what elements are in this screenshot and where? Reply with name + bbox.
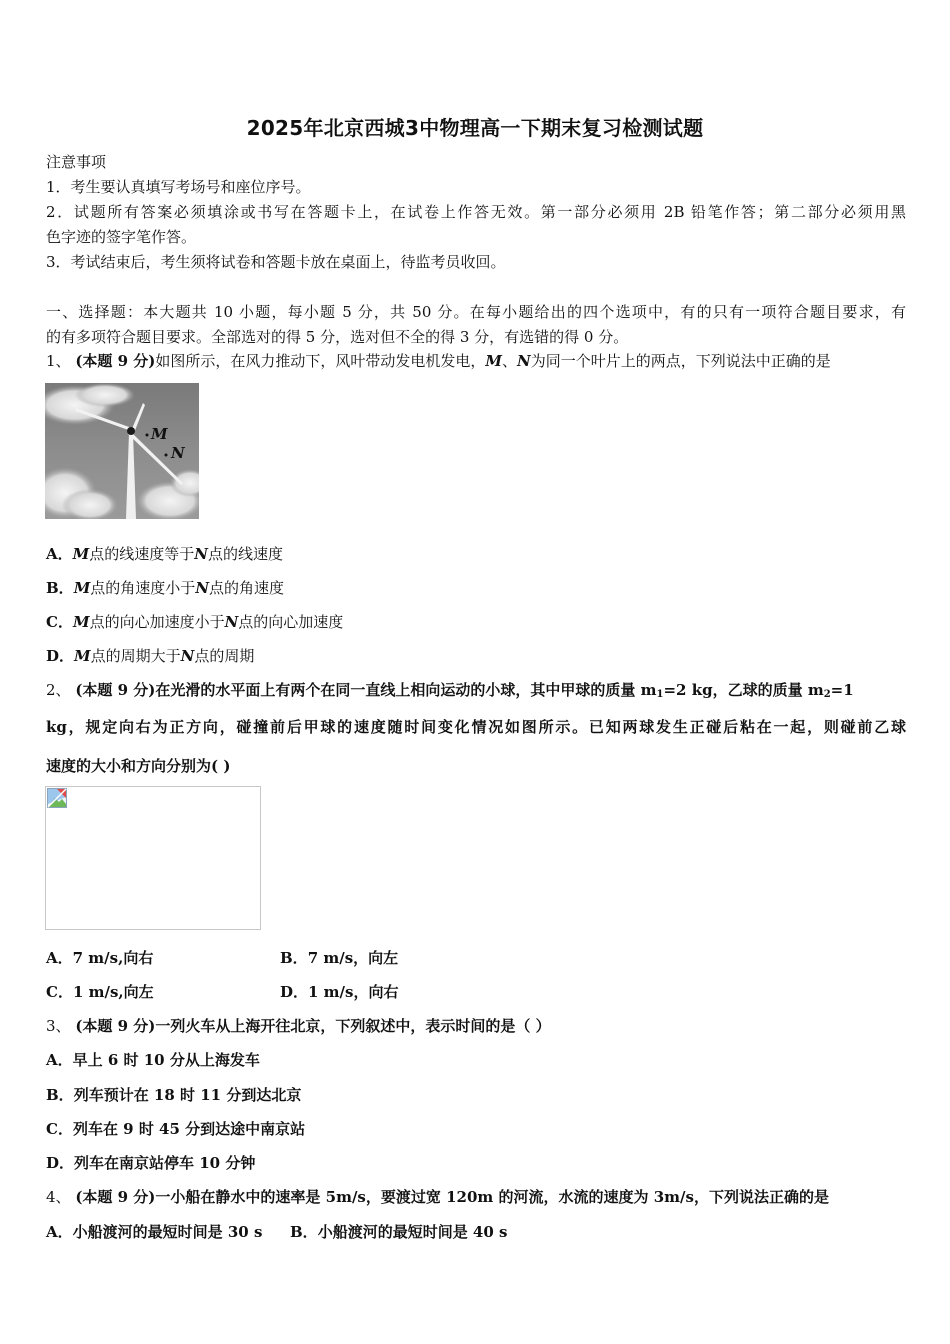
question-2-score: (本题 9 分) — [75, 681, 156, 699]
point-n: N — [180, 647, 195, 665]
question-4-option-b[interactable] — [290, 1222, 507, 1242]
question-1-sep: 、 — [502, 352, 518, 370]
page-title: 2025年北京西城3中物理高一下期末复习检测试题 — [246, 116, 704, 140]
question-2-stem-line-1 — [46, 680, 906, 705]
question-2-number: 2、 — [46, 681, 71, 699]
section-1-intro-line-2: 的有多项符合题目要求。全部选对的得 5 分，选对但不全的得 3 分，有选错的得 0 分。 — [46, 328, 629, 346]
question-2-option-b[interactable] — [280, 948, 398, 968]
figure-label-n: N — [171, 444, 185, 462]
point-m: M — [74, 647, 91, 665]
question-1-option-d[interactable] — [46, 646, 254, 666]
option-text: 1 m/s，向右 — [308, 983, 399, 1001]
point-n: N — [195, 579, 210, 597]
question-1-option-c[interactable] — [46, 612, 343, 632]
option-text: 点的周期大于 — [90, 647, 181, 665]
question-1-score: (本题 9 分) — [75, 352, 156, 370]
question-3-option-c[interactable] — [46, 1119, 305, 1139]
option-text: 1 m/s,向左 — [72, 983, 154, 1001]
option-text: 7 m/s,向右 — [72, 949, 154, 967]
notice-item-3: 3．考试结束后，考生须将试卷和答题卡放在桌面上，待监考员收回。 — [46, 253, 506, 271]
question-3-text: 一列火车从上海开往北京，下列叙述中，表示时间的是（ ） — [155, 1017, 551, 1035]
notice-item-2: 2．试题所有答案必须填涂或书写在答题卡上，在试卷上作答无效。第一部分必须用 2B 铅笔作答；第二部分必须用黑 — [46, 203, 906, 221]
notice-heading: 注意事项 — [46, 153, 107, 171]
option-label: C． — [46, 613, 73, 631]
wind-turbine-image — [45, 383, 199, 519]
option-label: D． — [280, 983, 309, 1001]
question-1-option-b[interactable] — [46, 578, 284, 598]
question-3-option-a[interactable] — [46, 1050, 260, 1070]
point-m: M — [73, 579, 91, 597]
question-4-number: 4、 — [46, 1188, 71, 1206]
question-2-stem-line-2: kg，规定向右为正方向，碰撞前后甲球的速度随时间变化情况如图所示。已知两球发生正碰后粘在一起，则碰前乙球 — [46, 718, 906, 736]
question-1-option-a[interactable] — [46, 544, 283, 564]
question-3-option-b[interactable] — [46, 1085, 301, 1105]
velocity-time-graph-placeholder — [45, 786, 261, 930]
option-text: 小船渡河的最短时间是 40 s — [317, 1223, 508, 1241]
notice-item-1: 1．考生要认真填写考场号和座位序号。 — [46, 178, 311, 196]
point-n: N — [224, 613, 239, 631]
option-text: 7 m/s，向左 — [307, 949, 399, 967]
option-text: 列车在南京站停车 10 分钟 — [74, 1154, 256, 1172]
broken-image-icon — [47, 788, 67, 808]
question-1-stem — [46, 351, 906, 371]
question-3-score: (本题 9 分) — [75, 1017, 156, 1035]
option-label: B． — [46, 579, 74, 597]
point-m: M — [72, 613, 90, 631]
subscript-2: 2 — [823, 689, 831, 700]
question-2-text-c: =1 — [830, 681, 854, 699]
question-1-number: 1、 — [46, 352, 71, 370]
question-4-text: 一小船在静水中的速率是 5m/s，要渡过宽 120m 的河流，水流的速度为 3m/s，下列说法正确的是 — [155, 1188, 829, 1206]
option-text: 点的线速度 — [207, 545, 283, 563]
notice-item-2-cont: 色字迹的签字笔作答。 — [46, 228, 197, 246]
option-text: 早上 6 时 10 分从上海发车 — [72, 1051, 260, 1069]
wind-turbine-figure — [45, 383, 199, 519]
option-text: 点的角速度 — [209, 579, 285, 597]
question-2-option-c[interactable] — [46, 982, 154, 1002]
question-4-option-a[interactable] — [46, 1222, 262, 1242]
question-2-text-b: =2 kg，乙球的质量 m — [663, 681, 824, 699]
question-4-stem — [46, 1187, 906, 1207]
option-label: A． — [46, 1051, 73, 1069]
question-3-option-d[interactable] — [46, 1153, 255, 1173]
question-2-option-d[interactable] — [280, 982, 398, 1002]
question-3-number: 3、 — [46, 1017, 71, 1035]
figure-label-m: M — [151, 425, 168, 443]
question-4-score: (本题 9 分) — [75, 1188, 156, 1206]
point-m: M — [485, 352, 503, 370]
point-m: M — [72, 545, 90, 563]
question-2-text-a: 在光滑的水平面上有两个在同一直线上相向运动的小球，其中甲球的质量 m — [155, 681, 657, 699]
option-label: A． — [46, 545, 73, 563]
option-label: A． — [46, 1223, 73, 1241]
question-2-option-a[interactable] — [46, 948, 153, 968]
option-text: 列车在 9 时 45 分到达途中南京站 — [72, 1120, 306, 1138]
option-text: 点的线速度等于 — [89, 545, 195, 563]
subscript-1: 1 — [656, 689, 664, 700]
question-1-text-a: 如图所示，在风力推动下，风叶带动发电机发电， — [155, 352, 486, 370]
section-1-intro-line-1: 一、选择题：本大题共 10 小题，每小题 5 分，共 50 分。在每小题给出的四个选项中，有的只有一项符合题目要求，有 — [46, 303, 906, 321]
question-2-stem-line-3: 速度的大小和方向分别为( ) — [46, 757, 231, 775]
option-text: 小船渡河的最短时间是 30 s — [72, 1223, 263, 1241]
option-label: A． — [46, 949, 73, 967]
point-n: N — [517, 352, 531, 370]
option-text: 列车预计在 18 时 11 分到达北京 — [73, 1086, 302, 1104]
option-text: 点的角速度小于 — [90, 579, 196, 597]
question-3-stem — [46, 1016, 906, 1036]
option-label: C． — [46, 983, 73, 1001]
option-label: C． — [46, 1120, 73, 1138]
option-label: B． — [46, 1086, 74, 1104]
question-1-text-b: 为同一个叶片上的两点，下列说法中正确的是 — [530, 352, 831, 370]
option-text: 点的周期 — [194, 647, 255, 665]
option-label: D． — [46, 1154, 75, 1172]
point-n: N — [194, 545, 208, 563]
option-text: 点的向心加速度 — [238, 613, 344, 631]
option-text: 点的向心加速度小于 — [89, 613, 225, 631]
option-label: D． — [46, 647, 75, 665]
option-label: B． — [290, 1223, 318, 1241]
option-label: B． — [280, 949, 308, 967]
